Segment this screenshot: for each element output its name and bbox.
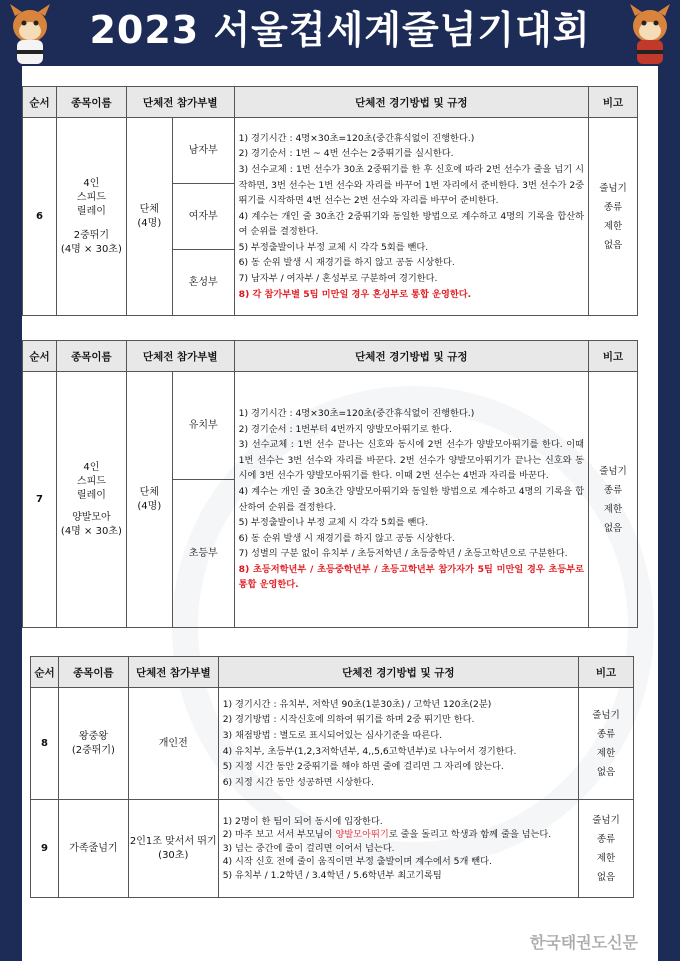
col-division: 단체전 참가부별 (126, 87, 234, 118)
col-event: 종목이름 (56, 341, 126, 372)
col-order: 순서 (23, 87, 57, 118)
table-header-row (31, 657, 634, 688)
rules-table-7 (22, 340, 638, 628)
event-cell: 4인 스피드 릴레이 2중뛰기 (4명 × 30초) (56, 118, 126, 316)
event-cell: 4인 스피드 릴레이 양발모아 (4명 × 30초) (56, 372, 126, 628)
table-header-row (23, 87, 638, 118)
order-cell: 9 (31, 800, 59, 898)
col-note: 비고 (589, 87, 638, 118)
note-cell: 줄넘기 종류 제한 없음 (579, 800, 634, 898)
footer-credit: 한국태권도신문 (529, 933, 638, 952)
rules-cell: 1) 2명이 한 팀이 되어 동시에 입장한다. 2) 마주 보고 서서 부모님이 양발모아뛰기로 줄을 돌리고 학생과 함께 줄을 넘는다. 3) 넘는 중간에 줄이 걸리면 이어서 넘는다. 4) 시작 신호 전에 줄이 움직이면 부정 출발이며 계수에서 5개 뺀다. 5) 유치부 / 1.2학년 / 3.4학년 / 5.6학년부 최고기록팀 (218, 800, 578, 898)
rules-table-6 (22, 86, 638, 316)
division-mixed: 혼성부 (172, 250, 234, 316)
rules-cell: 1) 경기시간 : 4명×30초=120초(중간휴식없이 진행한다.) 2) 경기순서 : 1번 ~ 4번 선수는 2중뛰기를 실시한다. 3) 선수교체 : 1번 선수가 30초 2중뛰기를 한 후 신호에 따라 2번 선수가 줄을 넘기 시작하면, 3번 선수는 1번 선수와 자리를 바꾸어 1번 자리에서 준비한다. 3번 선수가 2중뛰기를 시작하면 4번 선수는 2번 선수와 자리를 바꾸어 준비한다. 4) 계수는 개인 줄 30초간 2중뛰기와 동일한 방법으로 계수하고 4명의 기록을 합산하여 순위를 결정한다. 5) 부정출발이나 부정 교체 시 각각 5회를 뺀다. 6) 동 순위 발생 시 재경기를 하지 않고 공동 시상한다. 7) 남자부 / 여자부 / 혼성부로 구분하여 경기한다. 8) 각 참가부별 5팀 미만일 경우 혼성부로 통합 운영한다. (234, 118, 588, 316)
table-header-row (23, 341, 638, 372)
event-cell: 왕중왕 (2중뛰기) (58, 688, 128, 800)
division-women: 여자부 (172, 184, 234, 250)
document-page (22, 66, 658, 961)
col-order: 순서 (31, 657, 59, 688)
col-note: 비고 (579, 657, 634, 688)
col-event: 종목이름 (56, 87, 126, 118)
division-elementary: 초등부 (172, 480, 234, 628)
table-row (31, 800, 634, 898)
mascot-icon (624, 4, 676, 70)
order-cell: 8 (31, 688, 59, 800)
order-cell: 6 (23, 118, 57, 316)
order-cell: 7 (23, 372, 57, 628)
col-rules: 단체전 경기방법 및 규정 (234, 87, 588, 118)
col-rules: 단체전 경기방법 및 규정 (218, 657, 578, 688)
event-cell: 가족줄넘기 (58, 800, 128, 898)
note-cell: 줄넘기 종류 제한 없음 (589, 118, 638, 316)
col-event: 종목이름 (58, 657, 128, 688)
team-cell: 단체 (4명) (126, 372, 172, 628)
division-cell: 2인1조 맞서서 뛰기 (30초) (128, 800, 218, 898)
mascot-icon (4, 4, 56, 70)
division-kinder: 유치부 (172, 372, 234, 480)
rules-cell: 1) 경기시간 : 유치부, 저학년 90초(1분30초) / 고학년 120초(2분) 2) 경기방법 : 시작신호에 의하여 뛰기를 하며 2중 뛰기만 한다. 3) 채점방법 : 별도로 표시되어있는 심사기준을 따른다. 4) 유치부, 초등부(1,2,3저학년부, 4,,5,6고학년부)로 나누어서 경기한다. 5) 지정 시간 동안 2중뛰기를 해야 하면 줄에 걸리면 그 자리에 앉는다. 6) 지정 시간 동안 성공하면 시상한다. (218, 688, 578, 800)
team-cell: 단체 (4명) (126, 118, 172, 316)
table-row (31, 688, 634, 800)
page-title: 2023 서울컵세계줄넘기대회 (89, 8, 591, 52)
rules-cell: 1) 경기시간 : 4명×30초=120초(중간휴식없이 진행한다.) 2) 경기순서 : 1번부터 4번까지 양발모아뛰기로 한다. 3) 선수교체 : 1번 선수 끝나는 신호와 동시에 2번 선수가 양발모아뛰기를 한다. 이때 1번 선수는 3번 선수와 자리를 바꾼다. 2번 선수가 양발모아뛰기가 끝나는 신호와 동시에 3번 선수가 양발모아뛰기를 한다. 이때 2번 선수는 4번과 자리를 바꾼다. 4) 계수는 개인 줄 30초간 양발모아뛰기와 동일한 방법으로 계수하고 4명의 기록을 합산하여 순위를 결정한다. 5) 부정출발이나 부정 교체 시 각각 5회를 뺀다. 6) 동 순위 발생 시 재경기를 하지 않고 공동 시상한다. 7) 성별의 구분 없이 유치부 / 초등저학년 / 초등중학년 / 초등고학년으로 구분한다. 8) 초등저학년부 / 초등중학년부 / 초등고학년부 참가자가 5팀 미만일 경우 초등부로 통합 운영한다. (234, 372, 588, 628)
note-cell: 줄넘기 종류 제한 없음 (579, 688, 634, 800)
col-note: 비고 (589, 341, 638, 372)
col-order: 순서 (23, 341, 57, 372)
col-division: 단체전 참가부별 (126, 341, 234, 372)
division-cell: 개인전 (128, 688, 218, 800)
highlight-text: 양발모아뛰기 (335, 829, 389, 841)
rules-table-8-9 (30, 656, 634, 898)
division-men: 남자부 (172, 118, 234, 184)
note-cell: 줄넘기 종류 제한 없음 (589, 372, 638, 628)
col-rules: 단체전 경기방법 및 규정 (234, 341, 588, 372)
header-banner (0, 0, 680, 62)
col-division: 단체전 참가부별 (128, 657, 218, 688)
